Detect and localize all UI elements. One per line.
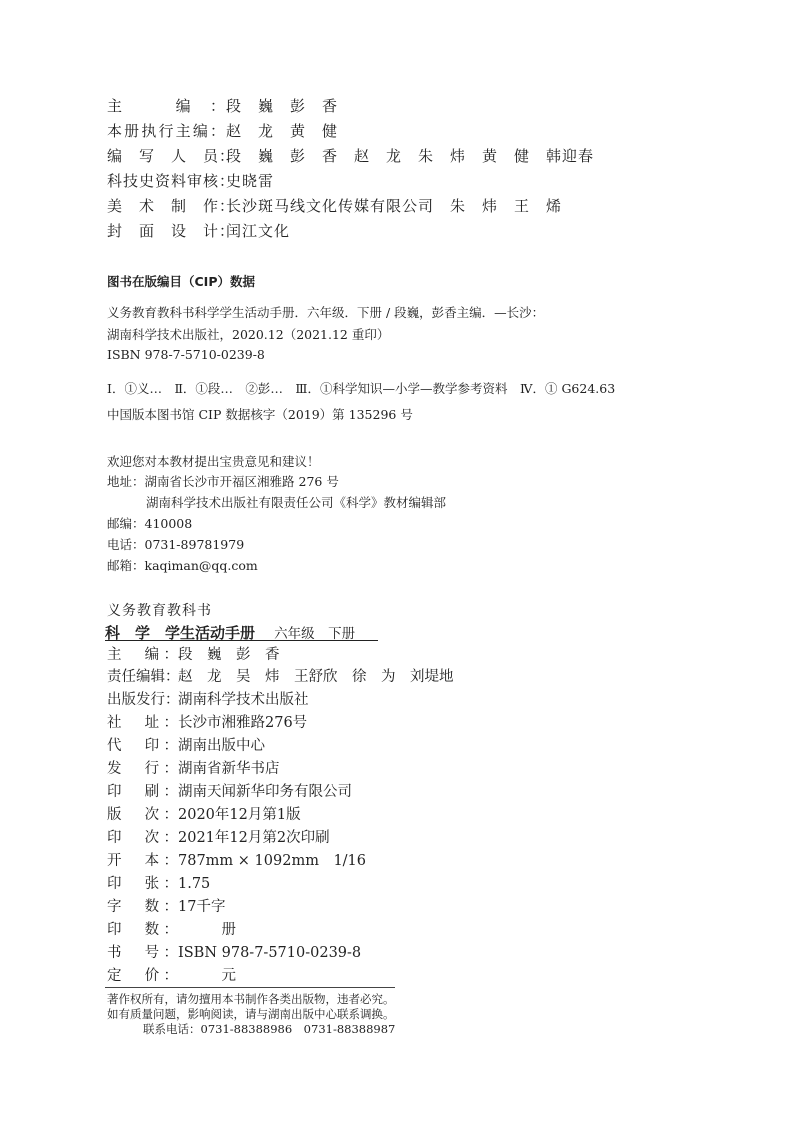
info-row: [107, 941, 361, 962]
divider: [105, 987, 395, 988]
credit-value: 史晓雷: [226, 172, 275, 190]
credit-row-exec-editor: [107, 120, 338, 141]
info-label: 出版发行：: [107, 692, 180, 708]
credit-row-history-review: [107, 170, 274, 191]
credit-value: 闰江文化: [226, 222, 291, 240]
credit-row-cover: [107, 220, 290, 241]
book-series: 义务教育教科书: [107, 603, 212, 619]
credit-value: 长沙斑马线文化传媒有限公司 朱 炜 王 烯: [226, 197, 563, 215]
info-row: [107, 918, 236, 939]
feedback-welcome: 欢迎您对本教材提出宝贵意见和建议！: [107, 454, 320, 469]
book-grade: 六年级 下册: [274, 626, 356, 642]
feedback-postcode: 邮编：410008: [107, 516, 193, 531]
credit-row-art: [107, 195, 562, 216]
credit-label: 本册执行主编：: [107, 122, 226, 140]
address-label: 地址：: [107, 474, 145, 489]
info-label: 印 刷：: [107, 784, 178, 800]
feedback-email: 邮箱：kaqiman@qq.com: [107, 558, 258, 573]
cip-number: 中国版本图书馆 CIP 数据核字（2019）第 135296 号: [107, 407, 413, 422]
info-value: 册: [178, 922, 236, 938]
cip-classification: Ⅰ．①义… Ⅱ．①段… ②彭… Ⅲ．①科学知识—小学—教学参考资料 Ⅳ．① G624.63: [107, 381, 616, 396]
cip-heading: 图书在版编目（CIP）数据: [107, 274, 255, 289]
book-title-line: [105, 622, 378, 641]
info-label: 书 号：: [107, 945, 178, 961]
info-value: 湖南天闻新华印务有限公司: [178, 784, 352, 800]
info-value: 湖南科学技术出版社: [178, 692, 309, 708]
info-value: 长沙市湘雅路276号: [178, 715, 308, 731]
info-row: [107, 872, 210, 893]
info-value: 段 巍 彭 香: [178, 647, 280, 663]
info-row: [107, 826, 330, 847]
info-label: 主 编：: [107, 647, 178, 663]
credit-label: 主 编：: [107, 97, 226, 115]
credit-label: 美 术 制 作：: [107, 197, 236, 215]
info-value: 2021年12月第2次印刷: [178, 830, 330, 846]
credit-label: 封 面 设 计：: [107, 222, 236, 240]
info-label: 印 张：: [107, 876, 178, 892]
info-row: [107, 803, 301, 824]
address-line-1: 湖南省长沙市开福区湘雅路 276 号: [144, 474, 339, 489]
copyright-notice: 著作权所有，请勿擅用本书制作各类出版物，违者必究。: [107, 992, 395, 1006]
info-label: 责任编辑：: [107, 669, 180, 685]
info-value: 赵 龙 吴 炜 王舒欣 徐 为 刘堤地: [178, 669, 454, 685]
info-label: 印 次：: [107, 830, 178, 846]
info-value: 787mm × 1092mm 1/16: [178, 853, 367, 869]
info-value: 17千字: [178, 899, 226, 915]
info-row: [107, 688, 309, 709]
info-label: 发 行：: [107, 761, 178, 777]
quality-notice: 如有质量问题，影响阅读，请与湖南出版中心联系调换。: [107, 1007, 395, 1021]
feedback-address-1: [107, 472, 339, 490]
info-value: ISBN 978-7-5710-0239-8: [178, 945, 362, 961]
info-label: 代 印：: [107, 738, 178, 754]
credit-value: 段 巍 彭 香: [226, 97, 339, 115]
info-row: [107, 780, 352, 801]
cip-line-2: 湖南科学技术出版社，2020.12（2021.12 重印）: [107, 327, 390, 342]
info-row: [107, 665, 454, 686]
feedback-phone: 电话：0731-89781979: [107, 537, 245, 552]
credit-value: 段 巍 彭 香 赵 龙 朱 炜 黄 健 韩迎春: [226, 147, 595, 165]
info-row: [107, 964, 236, 985]
info-value: 1.75: [178, 876, 211, 892]
info-value: 2020年12月第1版: [178, 807, 301, 823]
info-row: [107, 849, 366, 870]
info-label: 版 次：: [107, 807, 178, 823]
feedback-address-2: 湖南科学技术出版社有限责任公司《科学》教材编辑部: [146, 495, 447, 510]
info-value: 湖南省新华书店: [178, 761, 280, 777]
credit-row-chief-editor: [107, 95, 338, 116]
info-row: [107, 643, 280, 664]
cip-isbn: ISBN 978-7-5710-0239-8: [107, 347, 265, 362]
info-label: 定 价：: [107, 968, 178, 984]
info-label: 字 数：: [107, 899, 178, 915]
book-title: 科 学 学生活动手册: [105, 624, 256, 642]
info-row: [107, 711, 307, 732]
credit-row-writers: [107, 145, 594, 166]
credit-value: 赵 龙 黄 健: [226, 122, 339, 140]
info-row: [107, 895, 225, 916]
info-value: 湖南出版中心: [178, 738, 265, 754]
info-label: 社 址：: [107, 715, 178, 731]
info-label: 印 数：: [107, 922, 178, 938]
info-row: [107, 734, 265, 755]
contact-phones: 联系电话：0731-88388986 0731-88388987: [143, 1022, 396, 1036]
info-label: 开 本：: [107, 853, 178, 869]
cip-line-1: 义务教育教科书科学学生活动手册．六年级．下册 / 段巍，彭香主编．—长沙：: [107, 305, 545, 320]
info-value: 元: [178, 968, 236, 984]
info-row: [107, 757, 280, 778]
credit-label: 编 写 人 员：: [107, 147, 236, 165]
credit-label: 科技史资料审核：: [107, 172, 236, 190]
